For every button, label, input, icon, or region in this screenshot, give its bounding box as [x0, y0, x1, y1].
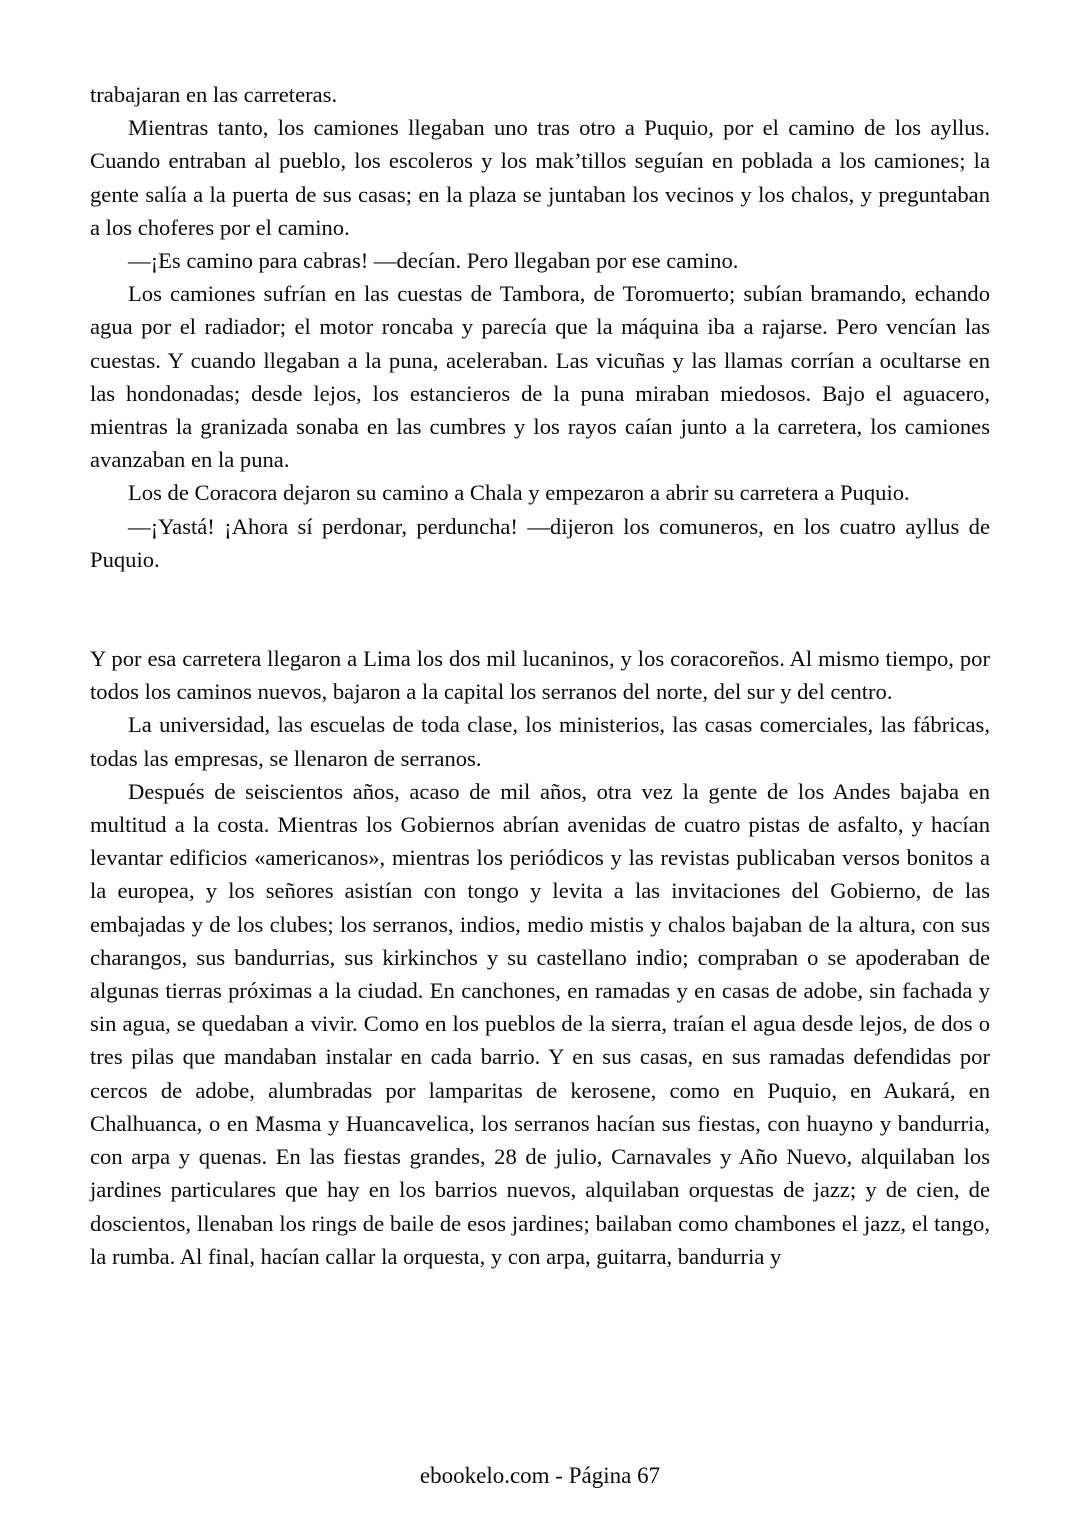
paragraph: Mientras tanto, los camiones llegaban uno tras otro a Puquio, por el camino de los ayllus. Cuando entraban al pueblo, los escoleros y los mak’tillos seguían en poblada a los camiones; la gente salía a la puerta de sus casas; en la plaza se juntaban los vecinos y los chalos, y preguntaban a los choferes por el camino. — [90, 115, 990, 240]
paragraph: Los de Coracora dejaron su camino a Chala y empezaron a abrir su carretera a Puquio. — [128, 480, 910, 506]
paragraph: La universidad, las escuelas de toda clase, los ministerios, las casas comerciales, las fábricas, todas las empresas, se llenaron de serranos. — [90, 712, 990, 771]
paragraph: Los camiones sufrían en las cuestas de Tambora, de Toromuerto; subían bramando, echando agua por el radiador; el motor roncaba y parecía que la máquina iba a rajarse. Pero vencían las cuestas. Y cuando llegaban a la puna, aceleraban. Las vicuñas y las llamas corrían a ocultarse en las hondonadas; desde lejos, los estancieros de la puna miraban miedosos. Bajo el aguacero, mientras la granizada sonaba en las cumbres y los rayos caían junto a la carretera, los camiones avanzaban en la puna. — [90, 281, 990, 473]
paragraph: Después de seiscientos años, acaso de mil años, otra vez la gente de los Andes bajaba en multitud a la costa. Mientras los Gobiernos abrían avenidas de cuatro pistas de asfalto, y hacían levantar edificios «americanos», mientras los periódicos y las revistas publicaban versos bonitos a la europea, y los señores asistían con tongo y levita a las invitaciones del Gobierno, de las embajadas y de los clubes; los serranos, indios, medio mistis y chalos bajaban de la altura, con sus charangos, sus bandurrias, sus kirkinchos y su castellano indio; compraban o se apoderaban de algunas tierras próximas a la ciudad. En canchones, en ramadas y en casas de adobe, sin fachada y sin agua, se quedaban a vivir. Como en los pueblos de la sierra, traían el agua desde lejos, de dos o tres pilas que mandaban instalar en cada barrio. Y en sus casas, en sus ramadas defendidas por cercos de adobe, alumbradas por lamparitas de kerosene, como en Puquio, en Aukará, en Chalhuanca, o en Masma y Huancavelica, los serranos hacían sus fiestas, con huayno y bandurria, con arpa y quenas. En las fiestas grandes, 28 de julio, Carnavales y Año Nuevo, alquilaban los jardines particulares que hay en los barrios nuevos, alquilaban orquestas de jazz; y de cien, de doscientos, llenaban los rings de baile de esos jardines; bailaban como chambones el jazz, el tango, la rumba. Al final, hacían callar la orquesta, y con arpa, guitarra, bandurria y — [90, 778, 990, 1269]
paragraph-continuation: trabajaran en las carreteras. — [90, 82, 338, 107]
paragraph-dialogue: —¡Yastá! ¡Ahora sí perdonar, perduncha! —dijeron los comuneros, en los cuatro ayllus de Puquio. — [90, 513, 990, 572]
section-break — [90, 576, 990, 642]
paragraph-section-opening: Y por esa carretera llegaron a Lima los dos mil lucaninos, y los coracoreños. Al mismo tiempo, por todos los caminos nuevos, bajaron a la capital los serranos del norte, del sur y del centro. — [90, 646, 990, 705]
page-footer: ebookelo.com - Página 67 — [419, 1463, 661, 1488]
page-text-column — [90, 78, 990, 1273]
paragraph-dialogue: —¡Es camino para cabras! —decían. Pero llegaban por ese camino. — [128, 248, 739, 274]
